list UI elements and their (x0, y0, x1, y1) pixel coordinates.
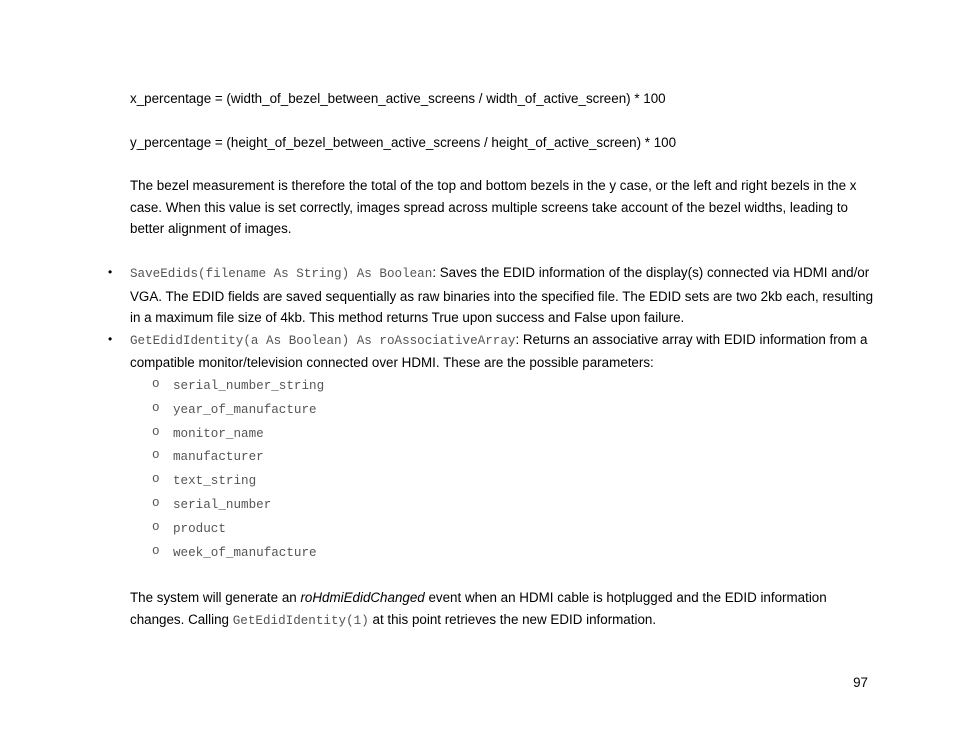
parameter-name: monitor_name (173, 426, 264, 441)
event-name: roHdmiEdidChanged (300, 590, 425, 606)
hotplug-text-3: at this point retrieves the new EDID information. (368, 611, 657, 627)
document-body (108, 88, 875, 633)
parameter-item (130, 398, 875, 422)
sub-bullet-icon: o (152, 543, 160, 558)
method-description-save-edids: : Saves the EDID information of the display(s) connected via HDMI and/or VGA. The EDID fields are saved sequentially as raw binaries into the specified file. The EDID sets are two 2kb each, resulting in a maximum file size of 4kb. This method returns True upon success and False upon failure. (130, 264, 874, 326)
method-signature-get-edid-identity: GetEdidIdentity(a As Boolean) As roAssociativeArray (130, 333, 516, 348)
sub-bullet-icon: o (152, 495, 160, 510)
sub-bullet-icon: o (152, 376, 160, 391)
parameter-item (130, 517, 875, 541)
x-percentage-formula: x_percentage = (width_of_bezel_between_active_screens / width_of_active_screen) * 100 (130, 91, 666, 106)
parameter-name: serial_number_string (173, 378, 325, 393)
parameter-name: manufacturer (173, 450, 264, 465)
parameter-item (130, 422, 875, 446)
method-signature-save-edids: SaveEdids(filename As String) As Boolean (130, 266, 433, 281)
bezel-paragraph: The bezel measurement is therefore the total of the top and bottom bezels in the y case, or the left and right bezels in the x case. When this value is set correctly, images spread across multiple screens take account of the bezel widths, leading to better alignment of images. (130, 178, 857, 237)
method-list (108, 262, 875, 564)
parameter-item (130, 541, 875, 565)
hotplug-text-2: event when an HDMI cable is hotplugged and the EDID information changes. Calling (130, 590, 827, 627)
hotplug-paragraph (130, 587, 875, 632)
parameter-item (130, 469, 875, 493)
parameter-item (130, 445, 875, 469)
bullet-icon: • (108, 264, 113, 279)
parameter-name: week_of_manufacture (173, 545, 317, 560)
hotplug-text-1: The system will generate an (130, 590, 301, 606)
list-item-save-edids (108, 262, 875, 329)
parameter-list (130, 374, 875, 564)
parameter-name: text_string (173, 474, 257, 489)
sub-bullet-icon: o (152, 472, 160, 487)
sub-bullet-icon: o (152, 400, 160, 415)
bullet-icon: • (108, 331, 113, 346)
sub-bullet-icon: o (152, 519, 160, 534)
y-percentage-formula: y_percentage = (height_of_bezel_between_active_screens / height_of_active_screen) * 100 (130, 134, 677, 150)
parameter-name: product (173, 521, 226, 536)
parameter-name: year_of_manufacture (173, 402, 317, 417)
parameter-name: serial_number (173, 497, 272, 512)
sub-bullet-icon: o (152, 424, 160, 439)
page-number: 97 (853, 675, 868, 690)
parameter-item (130, 493, 875, 517)
method-call-code: GetEdidIdentity(1) (232, 613, 369, 628)
sub-bullet-icon: o (152, 448, 160, 463)
list-item-get-edid-identity (108, 329, 875, 565)
parameter-item (130, 374, 875, 398)
method-description-get-edid-identity: : Returns an associative array with EDID information from a compatible monitor/television connected over HDMI. These are the possible parameters: (130, 331, 868, 371)
